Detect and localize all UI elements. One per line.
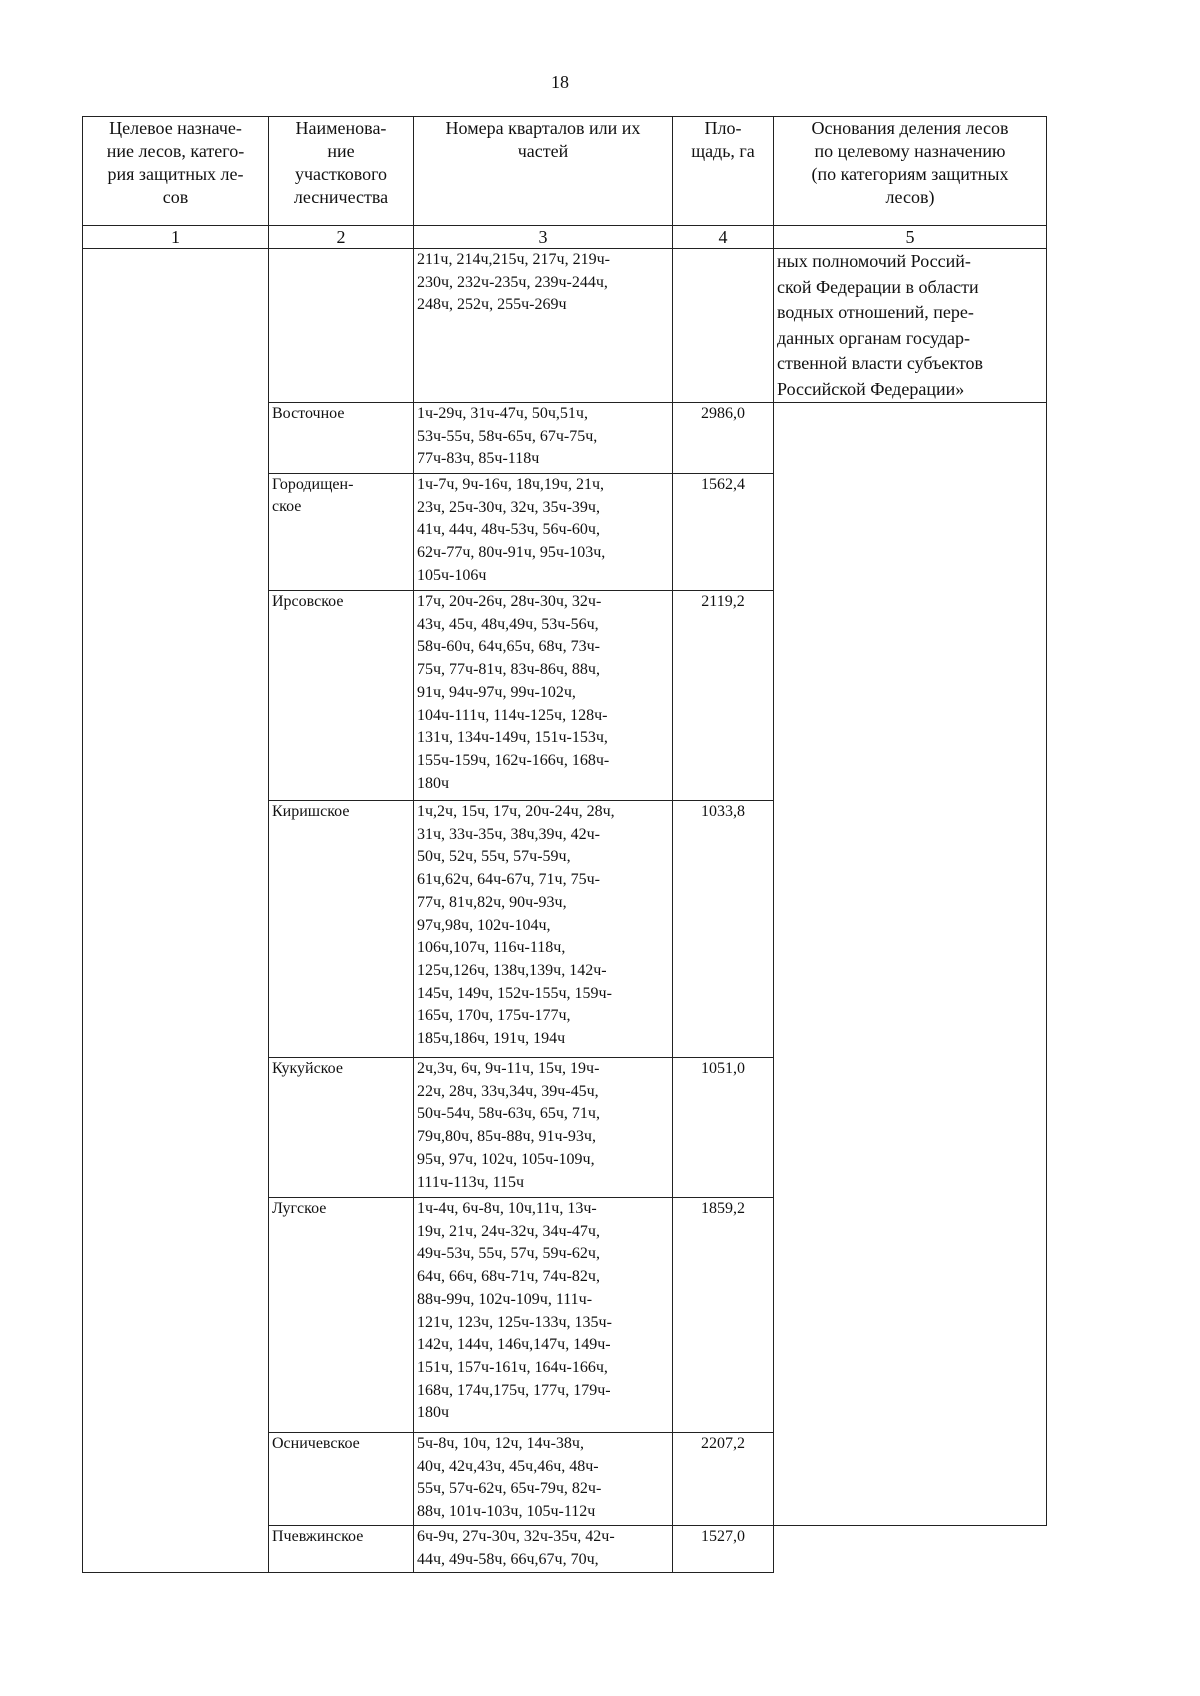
district-name-cell: Кукуйское: [269, 1058, 414, 1198]
quarters-cell: 1ч,2ч, 15ч, 17ч, 20ч-24ч, 28ч, 31ч, 33ч-35ч, 38ч,39ч, 42ч- 50ч, 52ч, 55ч, 57ч-59ч, 61ч,62ч, 64ч-67ч, 71ч, 75ч- 77ч, 81ч,82ч, 90ч-93ч, 97ч,98ч, 102ч-104ч, 106ч,107ч, 116ч-118ч, 125ч,126ч, 138ч,139ч, 142ч- 145ч, 149ч, 152ч-155ч, 159ч- 165ч, 170ч, 175ч-177ч, 185ч,186ч, 191ч, 194ч: [414, 801, 673, 1058]
header-purpose: [83, 117, 269, 226]
area-cell: 1859,2: [673, 1198, 774, 1433]
forest-allocation-table: [82, 116, 1047, 1573]
header-basis-text: Основания деления лесов по целевому назначению (по категориям защитных лесов): [811, 118, 1009, 207]
header-quarters: [414, 117, 673, 226]
district-name-cell: Городищен- ское: [269, 474, 414, 591]
district-name-cell: Ирсовское: [269, 591, 414, 801]
column-number-4: 4: [673, 226, 774, 249]
district-name-cell: Лугское: [269, 1198, 414, 1433]
column-number-5: 5: [774, 226, 1047, 249]
district-name-cell: Осничевское: [269, 1433, 414, 1526]
quarters-cell: 6ч-9ч, 27ч-30ч, 32ч-35ч, 42ч- 44ч, 49ч-58ч, 66ч,67ч, 70ч,: [414, 1526, 673, 1573]
page-number: 18: [551, 72, 569, 92]
area-cell: 1033,8: [673, 801, 774, 1058]
area-cell: 1051,0: [673, 1058, 774, 1198]
district-name-cell: Пчевжинское: [269, 1526, 414, 1573]
quarters-cell: 1ч-29ч, 31ч-47ч, 50ч,51ч, 53ч-55ч, 58ч-65ч, 67ч-75ч, 77ч-83ч, 85ч-118ч: [414, 403, 673, 474]
header-purpose-text: Целевое назначе- ние лесов, катего- рия защитных ле- сов: [106, 118, 245, 207]
area-cell: 2986,0: [673, 403, 774, 474]
district-name-cell: Восточное: [269, 403, 414, 474]
column-number-3: 3: [414, 226, 673, 249]
column-number-2: 2: [269, 226, 414, 249]
area-cell: 1527,0: [673, 1526, 774, 1573]
district-name-cell: [269, 249, 414, 403]
quarters-cell: 1ч-7ч, 9ч-16ч, 18ч,19ч, 21ч, 23ч, 25ч-30ч, 32ч, 35ч-39ч, 41ч, 44ч, 48ч-53ч, 56ч-60ч, 62ч-77ч, 80ч-91ч, 95ч-103ч, 105ч-106ч: [414, 474, 673, 591]
quarters-cell: 211ч, 214ч,215ч, 217ч, 219ч- 230ч, 232ч-235ч, 239ч-244ч, 248ч, 252ч, 255ч-269ч: [414, 249, 673, 403]
column-number-1: 1: [83, 226, 269, 249]
area-cell: 1562,4: [673, 474, 774, 591]
area-cell: 2119,2: [673, 591, 774, 801]
basis-cell: ных полномочий Россий- ской Федерации в области водных отношений, пере- данных органам государ- ственной власти субъектов Российской Федерации»: [774, 249, 1047, 403]
header-basis: [774, 117, 1047, 226]
header-district-name: [269, 117, 414, 226]
area-cell: [673, 249, 774, 403]
basis-cell-empty: [774, 403, 1047, 1526]
column-number-row: [83, 226, 1047, 249]
quarters-cell: 17ч, 20ч-26ч, 28ч-30ч, 32ч- 43ч, 45ч, 48ч,49ч, 53ч-56ч, 58ч-60ч, 64ч,65ч, 68ч, 73ч- 75ч, 77ч-81ч, 83ч-86ч, 88ч, 91ч, 94ч-97ч, 99ч-102ч, 104ч-111ч, 114ч-125ч, 128ч- 131ч, 134ч-149ч, 151ч-153ч, 155ч-159ч, 162ч-166ч, 168ч- 180ч: [414, 591, 673, 801]
header-district-name-text: Наименова- ние участкового лесничества: [293, 118, 389, 207]
district-name-cell: Киришское: [269, 801, 414, 1058]
header-area-text: Пло- щадь, га: [691, 118, 755, 161]
quarters-cell: 5ч-8ч, 10ч, 12ч, 14ч-38ч, 40ч, 42ч,43ч, 45ч,46ч, 48ч- 55ч, 57ч-62ч, 65ч-79ч, 82ч- 88ч, 101ч-103ч, 105ч-112ч: [414, 1433, 673, 1526]
basis-cell-empty: [774, 1526, 1047, 1573]
table-row-continuation: [83, 249, 1047, 403]
quarters-cell: 2ч,3ч, 6ч, 9ч-11ч, 15ч, 19ч- 22ч, 28ч, 33ч,34ч, 39ч-45ч, 50ч-54ч, 58ч-63ч, 65ч, 71ч, 79ч,80ч, 85ч-88ч, 91ч-93ч, 95ч, 97ч, 102ч, 105ч-109ч, 111ч-113ч, 115ч: [414, 1058, 673, 1198]
purpose-cell: [83, 249, 269, 1573]
header-row: [83, 117, 1047, 226]
quarters-cell: 1ч-4ч, 6ч-8ч, 10ч,11ч, 13ч- 19ч, 21ч, 24ч-32ч, 34ч-47ч, 49ч-53ч, 55ч, 57ч, 59ч-62ч, 64ч, 66ч, 68ч-71ч, 74ч-82ч, 88ч-99ч, 102ч-109ч, 111ч- 121ч, 123ч, 125ч-133ч, 135ч- 142ч, 144ч, 146ч,147ч, 149ч- 151ч, 157ч-161ч, 164ч-166ч, 168ч, 174ч,175ч, 177ч, 179ч- 180ч: [414, 1198, 673, 1433]
header-quarters-text: Номера кварталов или их частей: [445, 118, 641, 161]
area-cell: 2207,2: [673, 1433, 774, 1526]
header-area: [673, 117, 774, 226]
